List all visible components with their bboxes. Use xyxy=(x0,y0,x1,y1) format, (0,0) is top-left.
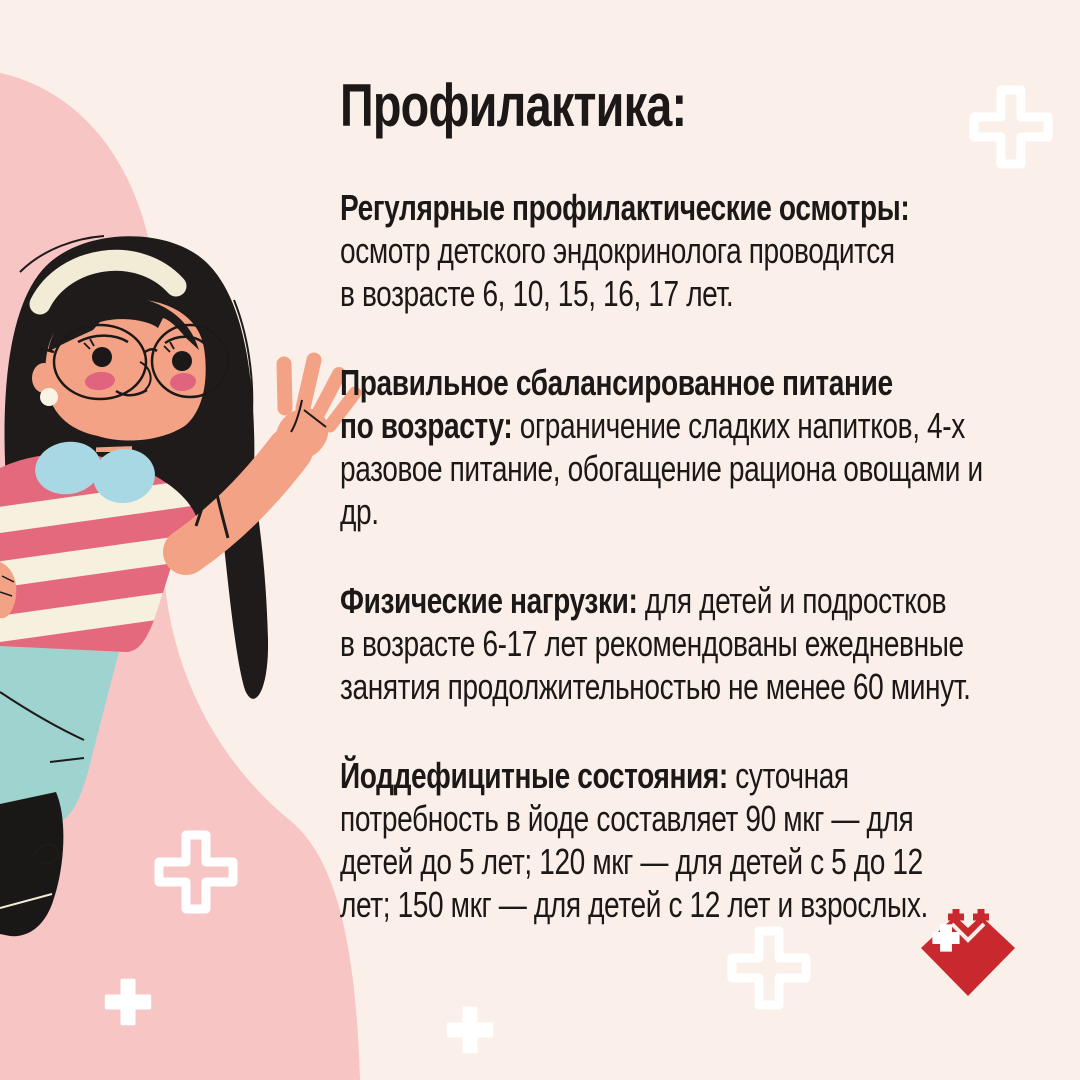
section-lead: Физические нагрузки: xyxy=(340,580,638,621)
earring xyxy=(40,388,58,406)
section-lead: Йоддефицитные состояния: xyxy=(340,755,728,796)
eye xyxy=(92,347,112,367)
section-physical-activity: Физические нагрузки: для детей и подростков в возрасте 6-17 лет рекомендованы ежедневные занятия продолжительностью не менее 60 минут. xyxy=(340,580,971,707)
plus-solid-icon xyxy=(449,1009,492,1052)
section-regular-checkups: Регулярные профилактические осмотры: осмотр детского эндокринолога проводится в возрасте 6, 10, 15, 16, 17 лет. xyxy=(340,187,910,314)
eye xyxy=(172,351,192,371)
section-balanced-nutrition: Правильное сбалансированное питание по возрасту: ограничение сладких напитков, 4-х разовое питание, обогащение рациона овощами и др. xyxy=(340,362,983,532)
section-lead: по возрасту: xyxy=(340,405,513,446)
text-column xyxy=(340,72,987,972)
section-iodine-deficiency: Йоддефицитные состояния: суточная потребность в йоде составляет 90 мкг — для детей до 5 лет; 120 мкг — для детей с 5 до 12 лет; 150 мкг — для детей с 12 лет и взрослых. xyxy=(340,755,928,925)
section-lead: Регулярные профилактические осмотры: xyxy=(340,187,910,228)
section-lead: Правильное сбалансированное питание xyxy=(340,362,893,403)
page-title: Профилактика: xyxy=(340,72,687,139)
